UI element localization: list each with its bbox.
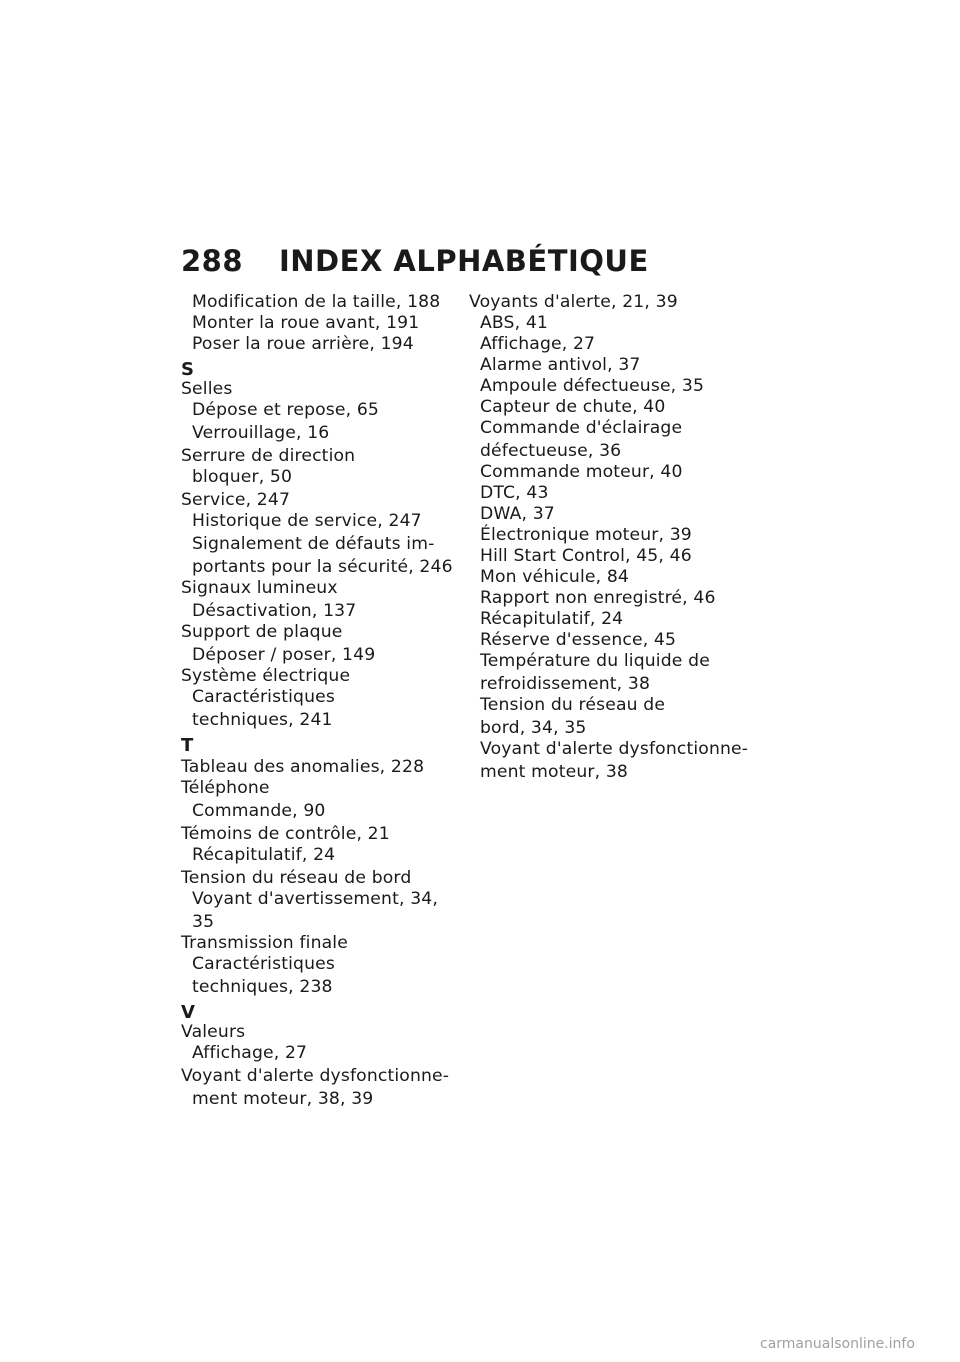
index-entry: Téléphone (181, 778, 270, 798)
index-column-left (181, 292, 467, 1110)
index-subentry: Capteur de chute, 40 (480, 397, 666, 417)
index-subentry: Poser la roue arrière, 194 (192, 334, 414, 354)
index-letter-heading: T (181, 735, 194, 756)
index-entry: Valeurs (181, 1022, 246, 1042)
index-subentry: Voyant d'avertissement, 34, (192, 889, 438, 909)
index-subentry: bord, 34, 35 (480, 718, 587, 738)
index-subentry: défectueuse, 36 (480, 441, 622, 461)
page-number: 288 (181, 244, 244, 278)
index-subentry: Dépose et repose, 65 (192, 400, 380, 420)
index-subentry: Voyant d'alerte dysfonctionne- (480, 739, 749, 759)
index-subentry: ment moteur, 38, 39 (192, 1089, 374, 1109)
index-subentry: Rapport non enregistré, 46 (480, 588, 716, 608)
index-subentry: Hill Start Control, 45, 46 (480, 546, 692, 566)
watermark: carmanualsonline.info (760, 1336, 915, 1352)
index-subentry: Historique de service, 247 (192, 511, 422, 531)
index-entry: Tension du réseau de bord (181, 868, 412, 888)
index-subentry: Commande moteur, 40 (480, 462, 683, 482)
index-subentry: Tension du réseau de (480, 695, 666, 715)
index-entry: Transmission finale (181, 933, 348, 953)
index-entry: Serrure de direction (181, 446, 356, 466)
index-subentry: ment moteur, 38 (480, 762, 628, 782)
index-letter-heading: V (181, 1002, 195, 1023)
index-entry: Voyant d'alerte dysfonctionne- (181, 1066, 450, 1086)
index-subentry: Affichage, 27 (192, 1043, 308, 1063)
index-entry: Témoins de contrôle, 21 (181, 824, 390, 844)
index-subentry: Affichage, 27 (480, 334, 596, 354)
index-subentry: DTC, 43 (480, 483, 549, 503)
index-subentry: Modification de la taille, 188 (192, 292, 441, 312)
index-subentry: Électronique moteur, 39 (480, 525, 692, 545)
index-entry: Signaux lumineux (181, 578, 338, 598)
index-subentry: Signalement de défauts im- (192, 534, 435, 554)
index-entry: Support de plaque (181, 622, 343, 642)
index-subentry: Commande d'éclairage (480, 418, 683, 438)
page-title: INDEX ALPHABÉTIQUE (279, 244, 649, 278)
index-subentry: Déposer / poser, 149 (192, 645, 376, 665)
index-entry: Service, 247 (181, 490, 291, 510)
index-entry: Système électrique (181, 666, 351, 686)
index-subentry: Ampoule défectueuse, 35 (480, 376, 705, 396)
index-column-right (469, 292, 755, 783)
index-letter-heading: S (181, 359, 194, 380)
index-subentry: techniques, 238 (192, 977, 333, 997)
index-subentry: Verrouillage, 16 (192, 423, 330, 443)
index-subentry: Alarme antivol, 37 (480, 355, 641, 375)
index-subentry: portants pour la sécurité, 246 (192, 557, 453, 577)
index-subentry: DWA, 37 (480, 504, 555, 524)
index-entry: Voyants d'alerte, 21, 39 (469, 292, 678, 312)
index-subentry: ABS, 41 (480, 313, 549, 333)
index-subentry: Mon véhicule, 84 (480, 567, 630, 587)
index-subentry: Récapitulatif, 24 (192, 845, 336, 865)
index-subentry: Commande, 90 (192, 801, 326, 821)
page-header (181, 244, 649, 278)
index-subentry: Réserve d'essence, 45 (480, 630, 677, 650)
index-subentry: Désactivation, 137 (192, 601, 357, 621)
index-subentry: techniques, 241 (192, 710, 333, 730)
index-subentry: Température du liquide de (480, 651, 710, 671)
index-subentry: bloquer, 50 (192, 467, 293, 487)
index-entry: Selles (181, 379, 233, 399)
index-subentry: 35 (192, 912, 215, 932)
index-subentry: Caractéristiques (192, 687, 335, 707)
index-subentry: Caractéristiques (192, 954, 335, 974)
index-subentry: Récapitulatif, 24 (480, 609, 624, 629)
index-subentry: Monter la roue avant, 191 (192, 313, 420, 333)
index-subentry: refroidissement, 38 (480, 674, 651, 694)
index-entry: Tableau des anomalies, 228 (181, 757, 425, 777)
